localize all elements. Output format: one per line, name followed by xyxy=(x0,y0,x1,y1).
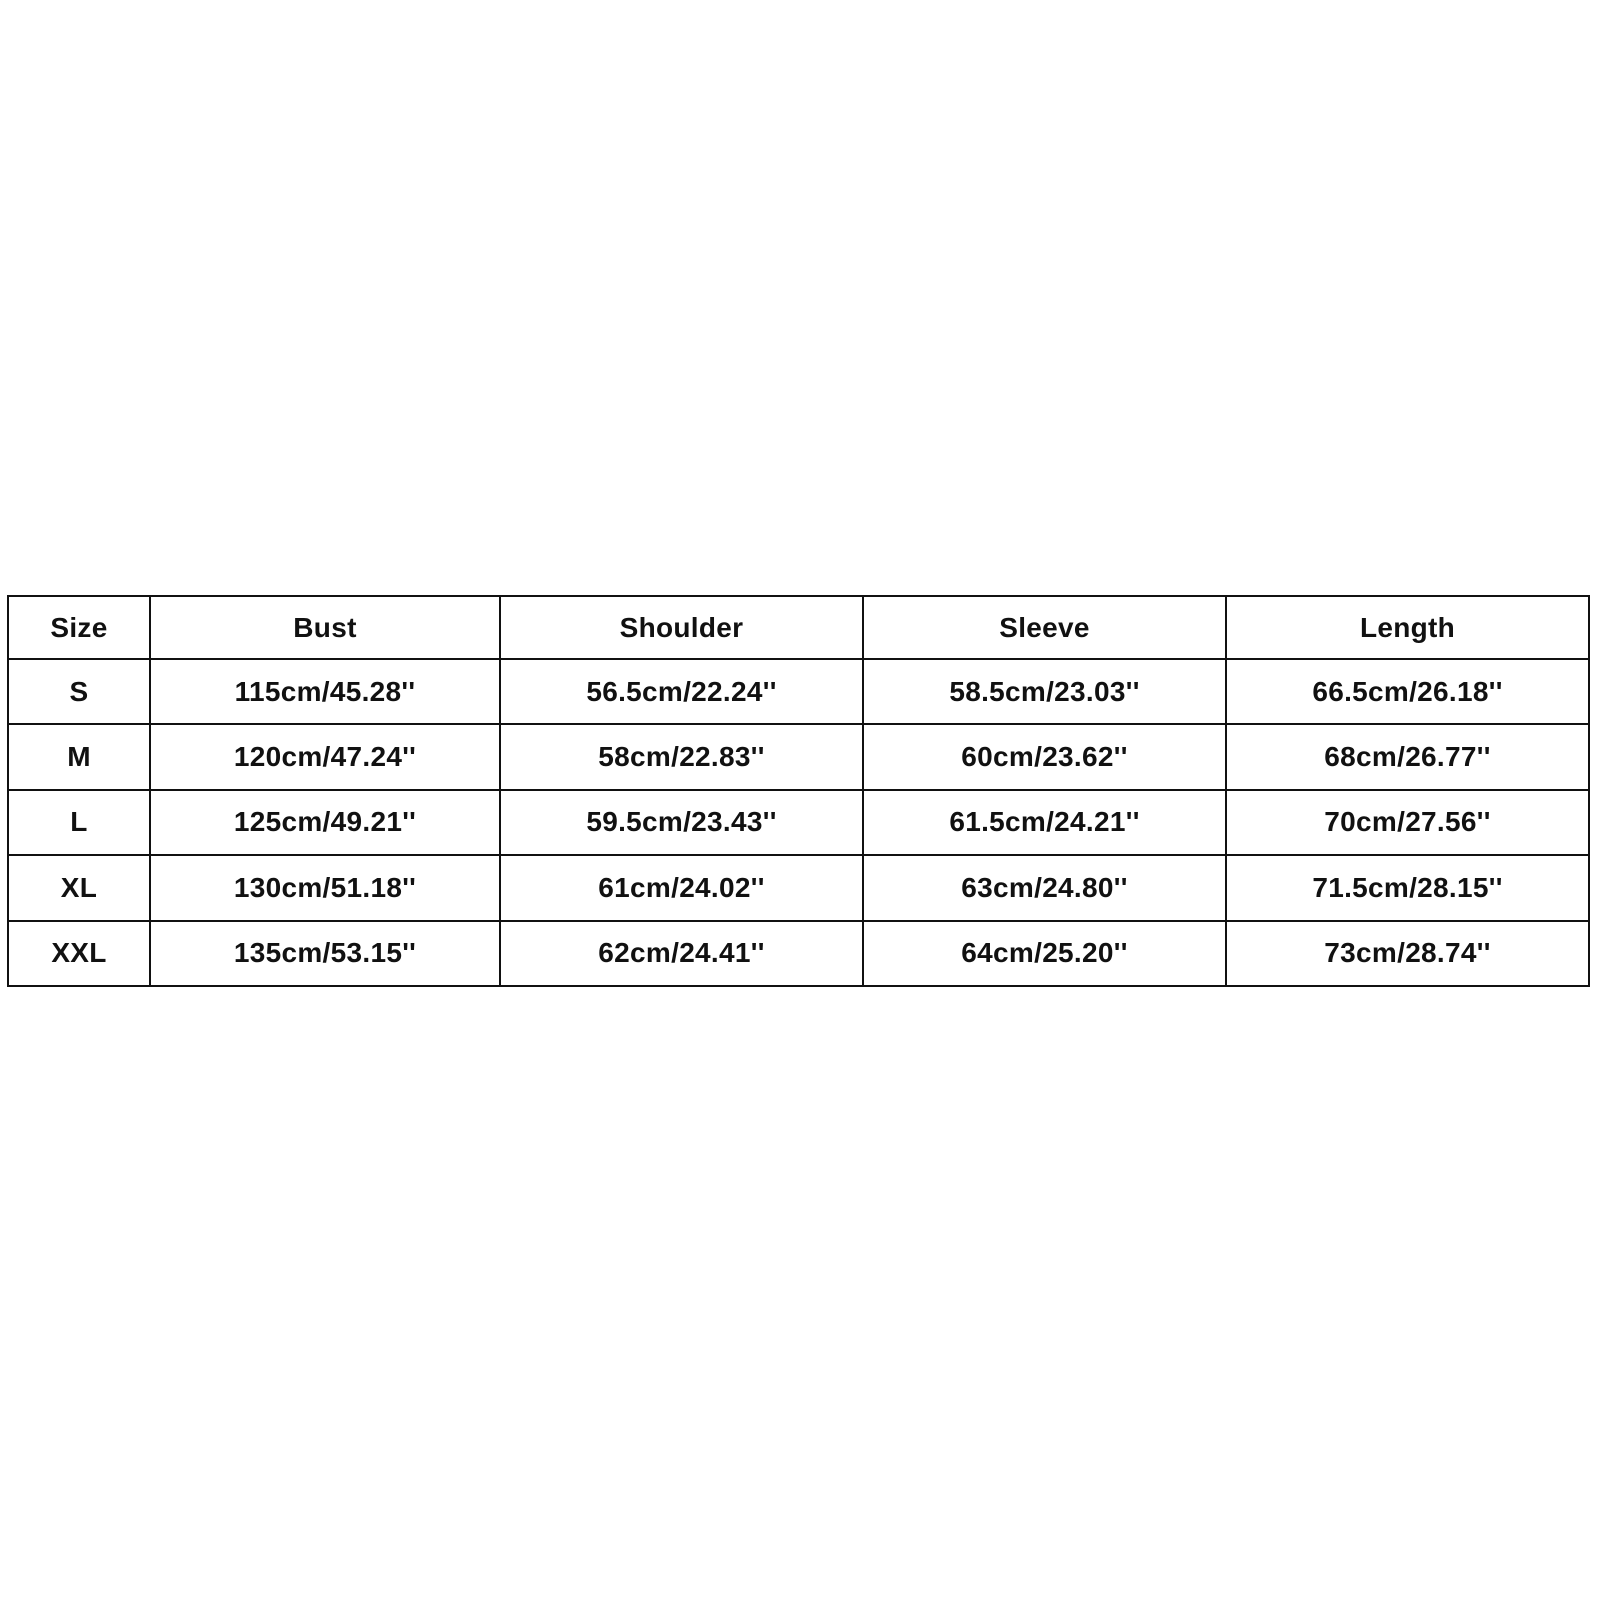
table-row xyxy=(8,921,1589,986)
header-bust: Bust xyxy=(150,596,500,659)
table-row xyxy=(8,659,1589,724)
cell-shoulder: 59.5cm/23.43'' xyxy=(500,790,863,855)
cell-size: XL xyxy=(8,855,150,920)
cell-bust: 120cm/47.24'' xyxy=(150,724,500,789)
cell-shoulder: 56.5cm/22.24'' xyxy=(500,659,863,724)
table-row xyxy=(8,790,1589,855)
cell-sleeve: 64cm/25.20'' xyxy=(863,921,1226,986)
cell-shoulder: 61cm/24.02'' xyxy=(500,855,863,920)
cell-sleeve: 58.5cm/23.03'' xyxy=(863,659,1226,724)
cell-bust: 130cm/51.18'' xyxy=(150,855,500,920)
header-size: Size xyxy=(8,596,150,659)
cell-size: L xyxy=(8,790,150,855)
header-shoulder: Shoulder xyxy=(500,596,863,659)
size-chart-table xyxy=(7,595,1590,987)
cell-sleeve: 61.5cm/24.21'' xyxy=(863,790,1226,855)
cell-sleeve: 60cm/23.62'' xyxy=(863,724,1226,789)
cell-length: 66.5cm/26.18'' xyxy=(1226,659,1589,724)
cell-length: 68cm/26.77'' xyxy=(1226,724,1589,789)
header-sleeve: Sleeve xyxy=(863,596,1226,659)
cell-bust: 125cm/49.21'' xyxy=(150,790,500,855)
cell-shoulder: 58cm/22.83'' xyxy=(500,724,863,789)
cell-shoulder: 62cm/24.41'' xyxy=(500,921,863,986)
cell-bust: 135cm/53.15'' xyxy=(150,921,500,986)
cell-size: XXL xyxy=(8,921,150,986)
cell-length: 71.5cm/28.15'' xyxy=(1226,855,1589,920)
table-header-row xyxy=(8,596,1589,659)
cell-size: M xyxy=(8,724,150,789)
cell-length: 70cm/27.56'' xyxy=(1226,790,1589,855)
table-row xyxy=(8,855,1589,920)
cell-size: S xyxy=(8,659,150,724)
table-row xyxy=(8,724,1589,789)
cell-bust: 115cm/45.28'' xyxy=(150,659,500,724)
header-length: Length xyxy=(1226,596,1589,659)
cell-sleeve: 63cm/24.80'' xyxy=(863,855,1226,920)
cell-length: 73cm/28.74'' xyxy=(1226,921,1589,986)
